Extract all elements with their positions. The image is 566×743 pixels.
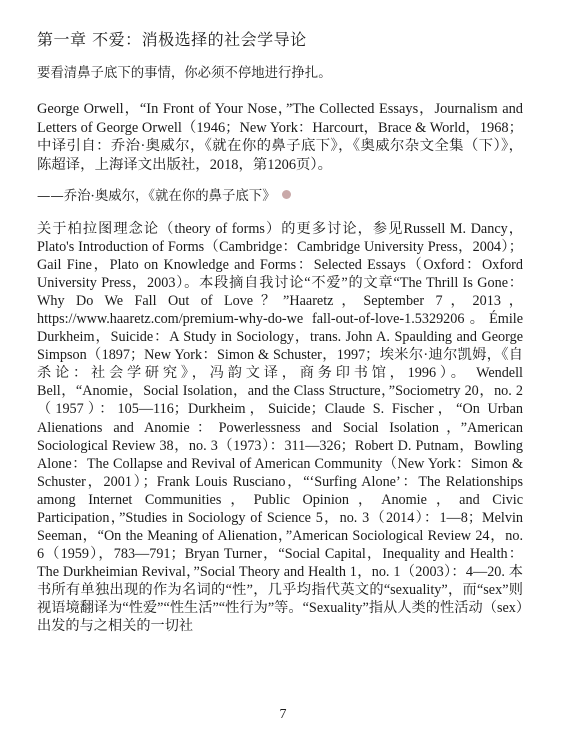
document-page [37, 28, 523, 635]
notes-paragraph: 关于柏拉图理念论（theory of forms）的更多讨论，参见Russell M. Dancy，Plato's Introduction of Forms（Cambridge：Cambridge University Press，2004）；Gail Fine，Plato on Knowledge and Forms：Selected Essays（Oxford：Oxford University Press，2003）。本段摘自我讨论“不爱”的文章“The Thrill Is Gone：Why Do We Fall Out of Love？”Haaretz，September 7，2013，https://www.haaretz.com/premium-why-do-we fall-out-of-love-1.5329206。Émile Durkheim，Suicide：A Study in Sociology，trans. John A. Spaulding and George Simpson（1897；New York：Simon & Schuster，1997；埃米尔·迪尔凯姆，《自杀论：社会学研究》，冯韵文译，商务印书馆，1996）。 Wendell Bell，“Anomie，Social Isolation，and the Class Structure，”Sociometry 20，no. 2（1957）：105—116；Durkheim，Suicide；Claude S. Fischer，“On Urban Alienations and Anomie：Powerlessness and Social Isolation，”American Sociological Review 38，no. 3（1973）：311—326；Robert D. Putnam，Bowling Alone：The Collapse and Revival of American Community（New York：Simon & Schuster，2001）；Frank Louis Rusciano，“‘Surfing Alone’：The Relationships among Internet Communities，Public Opinion，Anomie，and Civic Participation，”Studies in Sociology of Science 5，no. 3（2014）：1—8；Melvin Seeman，“On the Meaning of Alienation，”American Sociological Review 24，no. 6（1959），783—791；Bryan Turner，“Social Capital，Inequality and Health：The Durkheimian Revival，”Social Theory and Health 1，no. 1（2003）：4—20. 本书所有单独出现的作为名词的“性”，几乎均指代英文的“sexuality”，而“sex”则视语境翻译为“性爱”“性生活”“性行为”等。“Sexuality”指从人类的性活动（sex）出发的与之相关的一切社 [37, 221, 523, 635]
source-citation: George Orwell，“In Front of Your Nose，”The Collected Essays，Journalism and Letters of George Orwell（1946；New York：Harcourt，Brace & World，1968；中译引自：乔治·奥威尔，《就在你的鼻子底下》，《奥威尔杂文全集（下）》，陈超译，上海译文出版社，2018，第1206页）。 [37, 101, 523, 173]
chapter-title: 第一章 不爱：消极选择的社会学导论 [37, 30, 307, 49]
footnote-marker-icon[interactable] [282, 190, 291, 199]
epigraph: 要看清鼻子底下的事情，你必须不停地进行挣扎。 [37, 66, 332, 81]
attribution-text: ——乔治·奥威尔，《就在你的鼻子底下》 [37, 189, 276, 204]
attribution-line [37, 186, 523, 208]
page-number: 7 [279, 707, 287, 722]
